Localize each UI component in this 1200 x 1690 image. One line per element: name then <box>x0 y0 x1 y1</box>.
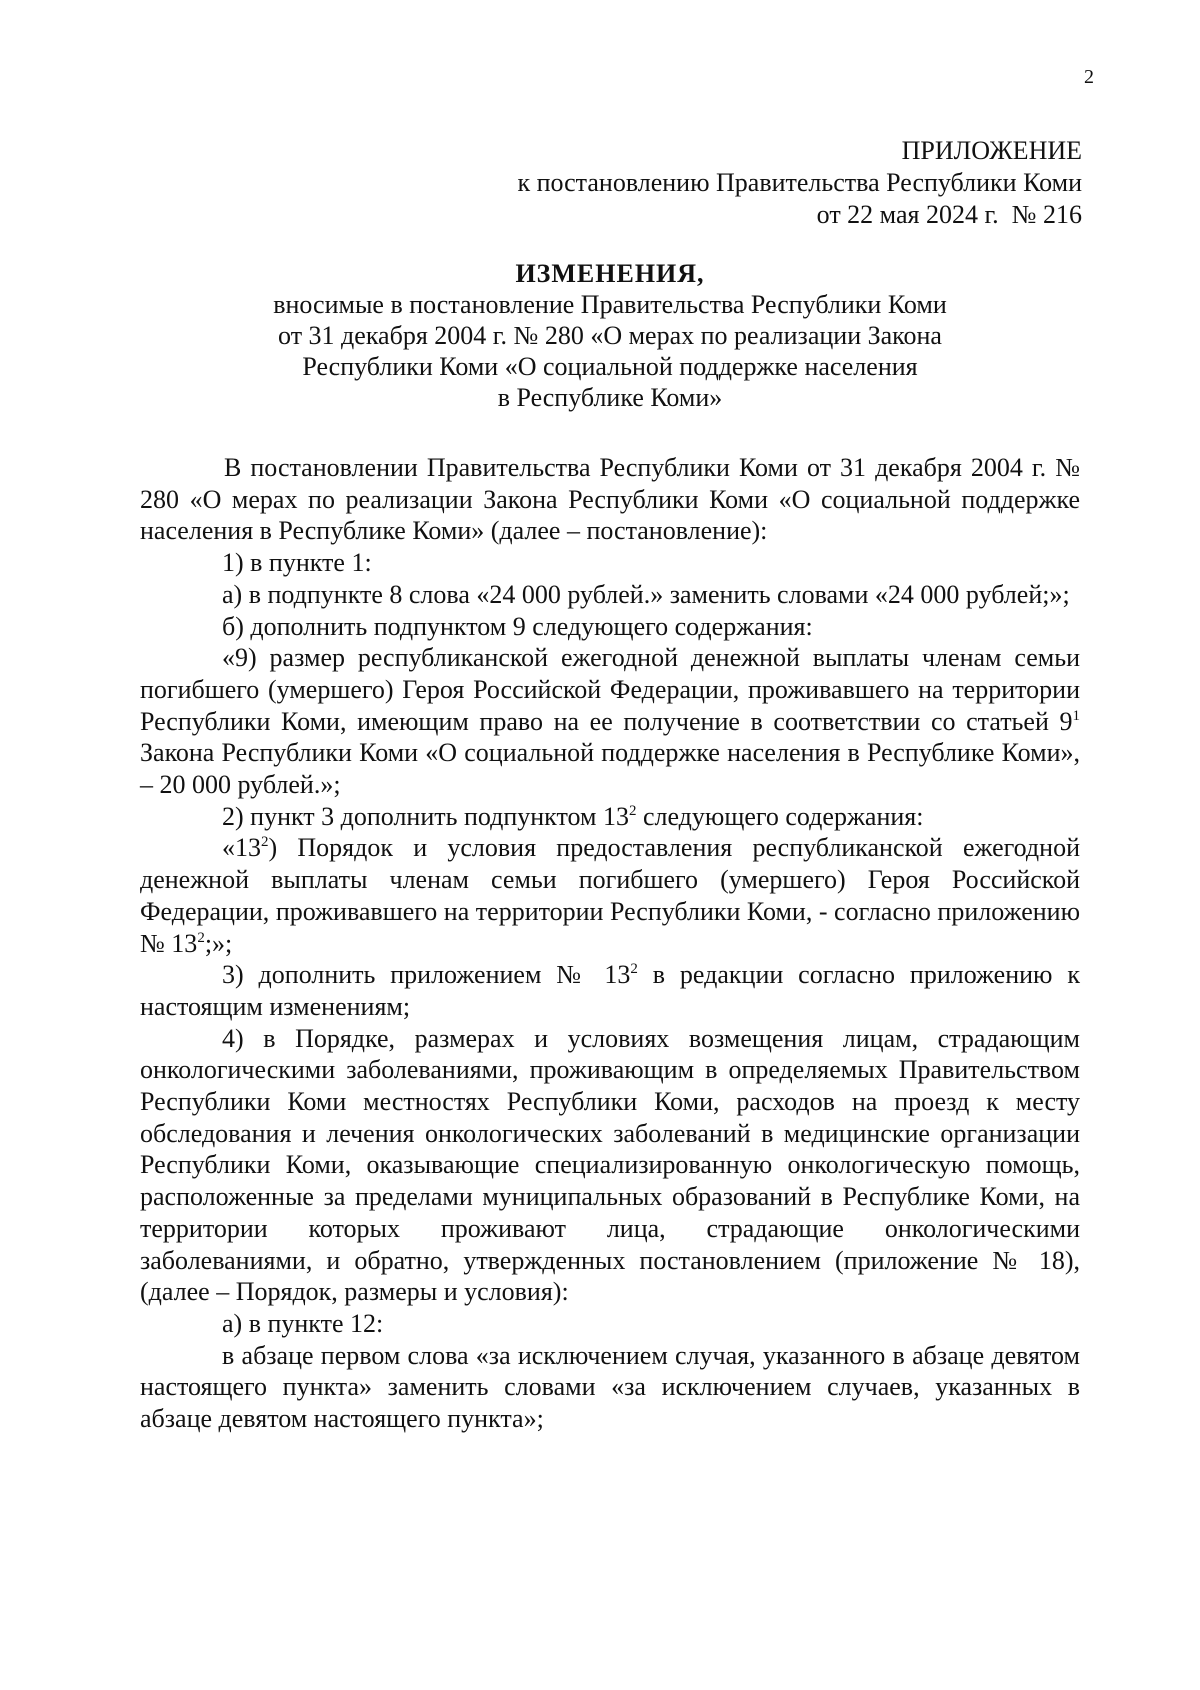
appendix-header <box>517 135 1082 231</box>
item-1b-text-start: «9) размер республиканской ежегодной денежной выплаты членам семьи погибшего (умершего) Героя Российской Федерации, проживавшего на территории Республики Коми, имеющим право на ее получение в соответствии со статьей 9 <box>140 643 1080 736</box>
item-1b-text <box>140 642 1080 801</box>
item-2-quote-start: «13 <box>222 833 261 863</box>
appendix-title: ПРИЛОЖЕНИЕ <box>901 136 1082 165</box>
superscript: 2 <box>197 929 205 946</box>
item-2-quote <box>140 832 1080 959</box>
item-3-end: в редакции согласно приложению к настоящим изменениям; <box>140 960 1080 1021</box>
item-3-start: 3) дополнить приложением № 13 <box>222 960 631 990</box>
intro-paragraph: В постановлении Правительства Республики Коми от 31 декабря 2004 г. № 280 «О мерах по реализации Закона Республики Коми «О социальной поддержке населения в Республике Коми» (далее – постановление): <box>140 453 1080 546</box>
document-body <box>140 452 1080 1435</box>
page-number: 2 <box>1084 66 1094 88</box>
changes-subtitle-line: в Республике Коми» <box>497 383 723 412</box>
item-1b: б) дополнить подпунктом 9 следующего содержания: <box>222 611 813 641</box>
superscript: 2 <box>628 802 637 819</box>
item-1a: а) в подпункте 8 слова «24 000 рублей.» заменить словами «24 000 рублей;»; <box>222 579 1070 609</box>
changes-subtitle-line: от 31 декабря 2004 г. № 280 «О мерах по реализации Закона <box>278 321 942 350</box>
item-2 <box>140 801 1080 833</box>
item-2-quote-end: ;»; <box>204 928 233 958</box>
appendix-date-number: от 22 мая 2024 г. № 216 <box>816 200 1082 229</box>
item-2-start: 2) пункт 3 дополнить подпунктом 13 <box>222 801 629 831</box>
item-2-end: следующего содержания: <box>636 801 924 831</box>
changes-subtitle-line: вносимые в постановление Правительства Республики Коми <box>273 290 947 319</box>
changes-subtitle-line: Республики Коми «О социальной поддержке населения <box>302 352 918 381</box>
item-2-quote-mid: ) Порядок и условия предоставления республиканской ежегодной денежной выплаты членам семьи погибшего (умершего) Героя Российской Федерации, проживавшего на территории Республики Коми, - согласно приложению № 13 <box>140 833 1080 958</box>
appendix-reference: к постановлению Правительства Республики Коми <box>517 168 1082 197</box>
item-4: 4) в Порядке, размерах и условиях возмещения лицам, страдающим онкологическими заболеваниями, проживающим в определяемых Правительством Республики Коми местностях Республики Коми, расходов на проезд к месту обследования и лечения онкологических заболеваний в медицинские организации Республики Коми, оказывающие специализированную онкологическую помощь, расположенные за пределами муниципальных образований в Республике Коми, на территории которых проживают лица, страдающие онкологическими заболеваниями, и обратно, утвержденных постановлением (приложение № 18), (далее – Порядок, размеры и условия): <box>140 1023 1080 1307</box>
item-3 <box>140 959 1080 1022</box>
item-4a-text: в абзаце первом слова «за исключением случая, указанного в абзаце девятом настоящего пункта» заменить словами «за исключением случаев, указанных в абзаце девятом настоящего пункта»; <box>140 1340 1080 1434</box>
superscript: 2 <box>630 961 638 978</box>
item-1: 1) в пункте 1: <box>222 548 372 578</box>
superscript: 1 <box>1072 707 1080 724</box>
item-4a: а) в пункте 12: <box>222 1308 384 1338</box>
superscript: 2 <box>261 834 269 851</box>
changes-title: ИЗМЕНЕНИЯ, <box>515 259 705 288</box>
item-1b-text-end: Закона Республики Коми «О социальной поддержке населения в Республике Коми», – 20 000 рублей.»; <box>140 738 1080 800</box>
changes-heading <box>140 258 1080 413</box>
